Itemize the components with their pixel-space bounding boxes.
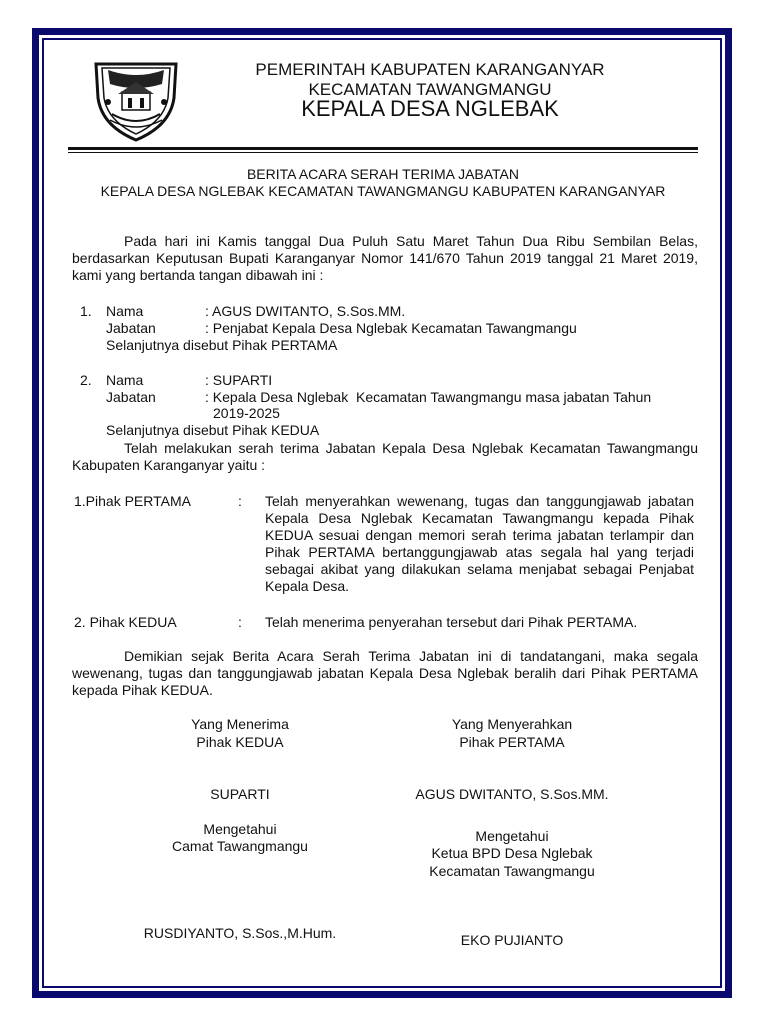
closing-paragraph: [72, 648, 698, 699]
document-subtitle: KEPALA DESA NGLEBAK KECAMATAN TAWANGMANGU KABUPATEN KARANGANYAR: [100, 183, 666, 199]
party-2-name-label: Nama: [106, 372, 144, 388]
party-2-number: 2.: [80, 372, 92, 388]
header-line-1: PEMERINTAH KABUPATEN KARANGANYAR: [255, 60, 605, 79]
party-2-position-value-cont: 2019-2025: [213, 405, 280, 421]
party-1-position-label: Jabatan: [106, 320, 156, 336]
handover-intro-paragraph: [72, 440, 698, 474]
camat-name: RUSDIYANTO, S.Sos.,M.Hum.: [143, 925, 337, 941]
point-2-label: 2. Pihak KEDUA: [74, 614, 177, 630]
party-1-position-value: : Penjabat Kepala Desa Nglebak Kecamatan Tawangmangu: [205, 320, 577, 336]
point-1-colon: :: [238, 493, 242, 509]
party-1-name-label: Nama: [106, 303, 144, 319]
party-1-name-value: : AGUS DWITANTO, S.Sos.MM.: [205, 303, 406, 319]
point-1-label: 1.Pihak PERTAMA: [74, 493, 191, 509]
left-role-1: Yang Menerima: [191, 716, 289, 732]
right-role-1: Yang Menyerahkan: [451, 716, 573, 732]
party-2-name-value: : SUPARTI: [205, 372, 273, 388]
party-2-position-label: Jabatan: [106, 389, 156, 405]
header-divider-thick: [68, 147, 698, 150]
ack-right-line-2: Ketua BPD Desa Nglebak: [431, 845, 593, 861]
left-signatory-name: SUPARTI: [210, 786, 270, 802]
bpd-chair-name: EKO PUJIANTO: [460, 932, 564, 948]
intro-text: Pada hari ini Kamis tanggal Dua Puluh Satu Maret Tahun Dua Ribu Sembilan Belas, berdasarkan Keputusan Bupati Karanganyar Nomor 141/670 Tahun 2019 tanggal 21 Maret 2019, kami yang bertanda tangan dibawah ini :: [72, 233, 698, 283]
point-2-text: Telah menerima penyerahan tersebut dari Pihak PERTAMA.: [265, 614, 638, 630]
party-1-number: 1.: [80, 303, 92, 319]
header-line-2: KECAMATAN TAWANGMANGU: [308, 80, 552, 99]
header-line-3: KEPALA DESA NGLEBAK: [301, 96, 559, 121]
handover-intro-text: Telah melakukan serah terima Jabatan Kepala Desa Nglebak Kecamatan Tawangmangu Kabupaten Karanganyar yaitu :: [72, 440, 698, 473]
document-title: BERITA ACARA SERAH TERIMA JABATAN: [246, 166, 520, 182]
header-divider-thin: [68, 152, 698, 153]
party-2-reference: Selanjutnya disebut Pihak KEDUA: [106, 422, 320, 438]
right-role-2: Pihak PERTAMA: [459, 734, 565, 750]
closing-text: Demikian sejak Berita Acara Serah Terima Jabatan ini di tandatangani, maka segala wewenang, tugas dan tanggungjawab jabatan Kepala Desa Nglebak beralih dari Pihak PERTAMA kepada Pihak KEDUA.: [72, 648, 698, 698]
point-2-colon: :: [238, 614, 242, 630]
point-1-text: Telah menyerahkan wewenang, tugas dan tanggungjawab jabatan Kepala Desa Nglebak Kecamatan Tawangmangu kepada Pihak KEDUA sesuai dengan memori serah terima jabatan terlampir dan Pihak PERTAMA bertanggungjawab atas segala hal yang terjadi sebagai akibat yang dilakukan selama menjabat sebagai Penjabat Kepala Desa.: [265, 493, 694, 594]
ack-left-line-2: Camat Tawangmangu: [172, 838, 308, 854]
left-role-2: Pihak KEDUA: [196, 734, 284, 750]
party-2-position-value: : Kepala Desa Nglebak Kecamatan Tawangmangu masa jabatan Tahun: [205, 389, 652, 405]
ack-right-line-1: Mengetahui: [475, 828, 549, 844]
right-signatory-name: AGUS DWITANTO, S.Sos.MM.: [415, 786, 609, 802]
intro-paragraph: [72, 233, 698, 284]
ack-left-line-1: Mengetahui: [203, 821, 277, 837]
party-1-reference: Selanjutnya disebut Pihak PERTAMA: [106, 337, 338, 353]
ack-right-line-3: Kecamatan Tawangmangu: [429, 863, 595, 879]
